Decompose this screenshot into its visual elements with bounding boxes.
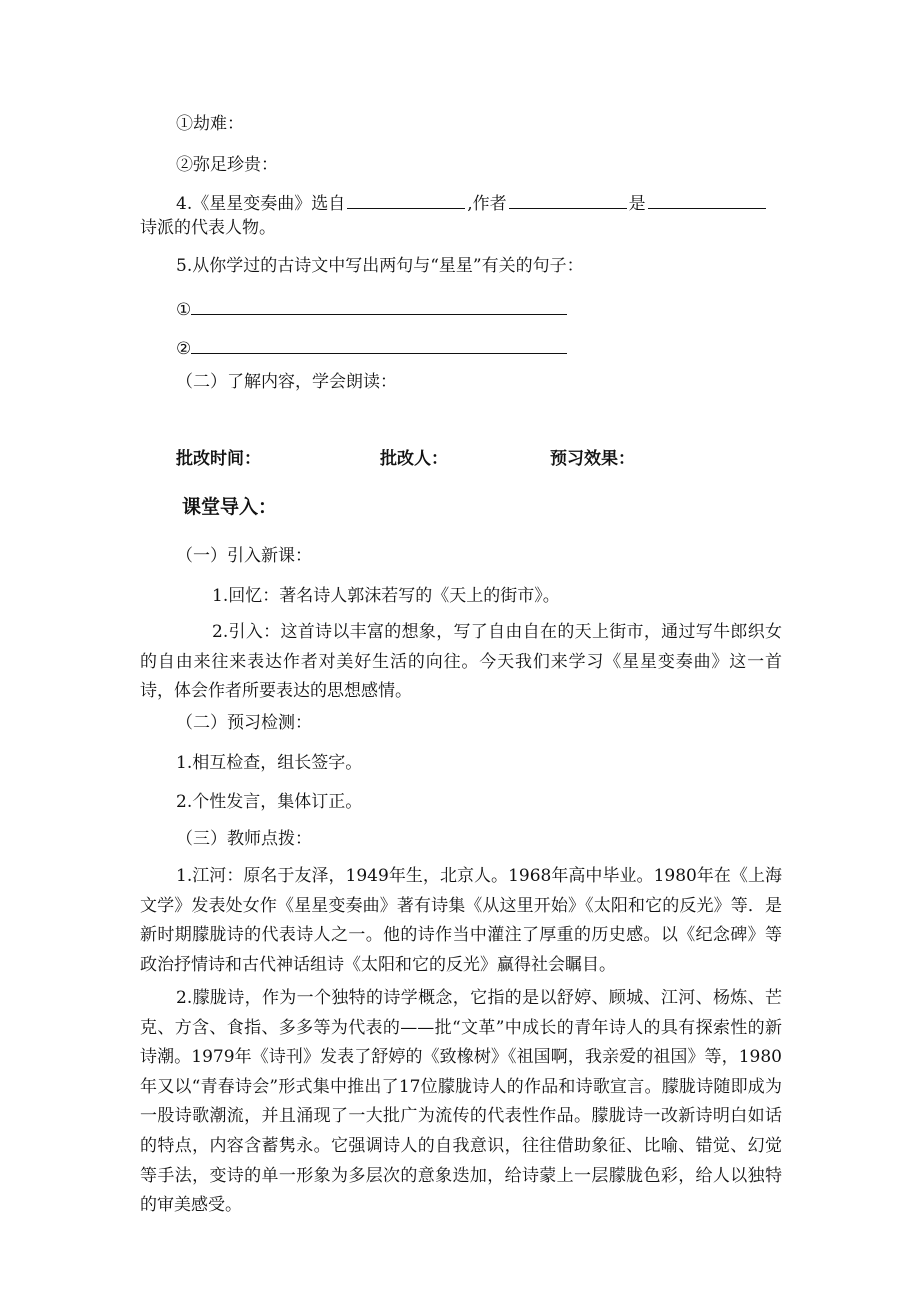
q5-blank-2[interactable] xyxy=(191,335,567,354)
q3-item-2: ②弥足珍贵： xyxy=(176,155,278,175)
check-item-2: 2.个性发言，集体订正。 xyxy=(176,792,363,812)
section-2-title: （二）了解内容，学会朗读： xyxy=(176,372,397,392)
review-time-label: 批改时间： xyxy=(176,449,261,469)
q5-answer-2 xyxy=(176,335,569,359)
q3-item-1: ①劫难： xyxy=(176,114,244,134)
intro-item-1: 1.回忆：著名诗人郭沫若写的《天上的街市》。 xyxy=(212,586,560,606)
q4-school-blank[interactable] xyxy=(648,190,766,209)
intro-item-2: 2.引入：这首诗以丰富的想象，写了自由自在的天上街市，通过写牛郎织女的自由来往来表达作者对美好生活的向往。今天我们来学习《星星变奏曲》这一首诗，体会作者所要表达的思想感情。 xyxy=(140,622,782,702)
q4-lead: 4.《星星变奏曲》选自 xyxy=(176,194,346,214)
guide-item-1: 1.江河：原名于友泽，1949年生，北京人。1968年高中毕业。1980年在《上海文学》发表处女作《星星变奏曲》著有诗集《从这里开始》《太阳和它的反光》等．是新时期朦胧诗的代表诗人之一。他的诗作当中灌注了厚重的历史感。以《纪念碑》等政治抒情诗和古代神话组诗《太阳和它的反光》赢得社会瞩目。 xyxy=(140,866,782,975)
q4-author-label: ,作者 xyxy=(467,194,507,214)
q5-answer-1 xyxy=(176,296,569,320)
q4-tail: 诗派的代表人物。 xyxy=(140,218,276,238)
q5-item-1-label: ① xyxy=(176,300,192,320)
classroom-intro-heading: 课堂导入： xyxy=(182,496,278,518)
q5-item-2-label: ② xyxy=(176,339,192,359)
guide-section-title: （三）教师点拨： xyxy=(176,829,312,849)
check-item-1: 1.相互检查，组长签字。 xyxy=(176,753,363,773)
check-section-title: （二）预习检测： xyxy=(176,713,312,733)
preview-effect-label: 预习效果： xyxy=(550,449,635,469)
q4-line xyxy=(176,190,768,214)
q5-prompt: 5.从你学过的古诗文中写出两句与“星星”有关的句子： xyxy=(176,256,584,276)
q5-blank-1[interactable] xyxy=(191,296,567,315)
q4-is-label: 是 xyxy=(628,194,646,214)
intro-section-title: （一）引入新课： xyxy=(176,546,312,566)
q4-source-blank[interactable] xyxy=(347,190,465,209)
guide-item-2: 2.朦胧诗，作为一个独特的诗学概念，它指的是以舒婷、顾城、江河、杨炼、芒克、方含、食指、多多等为代表的——批“文革”中成长的青年诗人的具有探索性的新诗潮。1979年《诗刊》发表了舒婷的《致橡树》《祖国啊，我亲爱的祖国》等，1980年又以“青春诗会”形式集中推出了17位朦胧诗人的作品和诗歌宣言。朦胧诗随即成为一股诗歌潮流，并且涌现了一大批广为流传的代表性作品。朦胧诗一改新诗明白如话的特点，内容含蓄隽永。它强调诗人的自我意识，往往借助象征、比喻、错觉、幻觉等手法，变诗的单一形象为多层次的意象迭加，给诗蒙上一层朦胧色彩，给人以独特的审美感受。 xyxy=(140,988,782,1216)
q4-author-blank[interactable] xyxy=(509,190,627,209)
reviewer-label: 批改人： xyxy=(380,449,448,469)
